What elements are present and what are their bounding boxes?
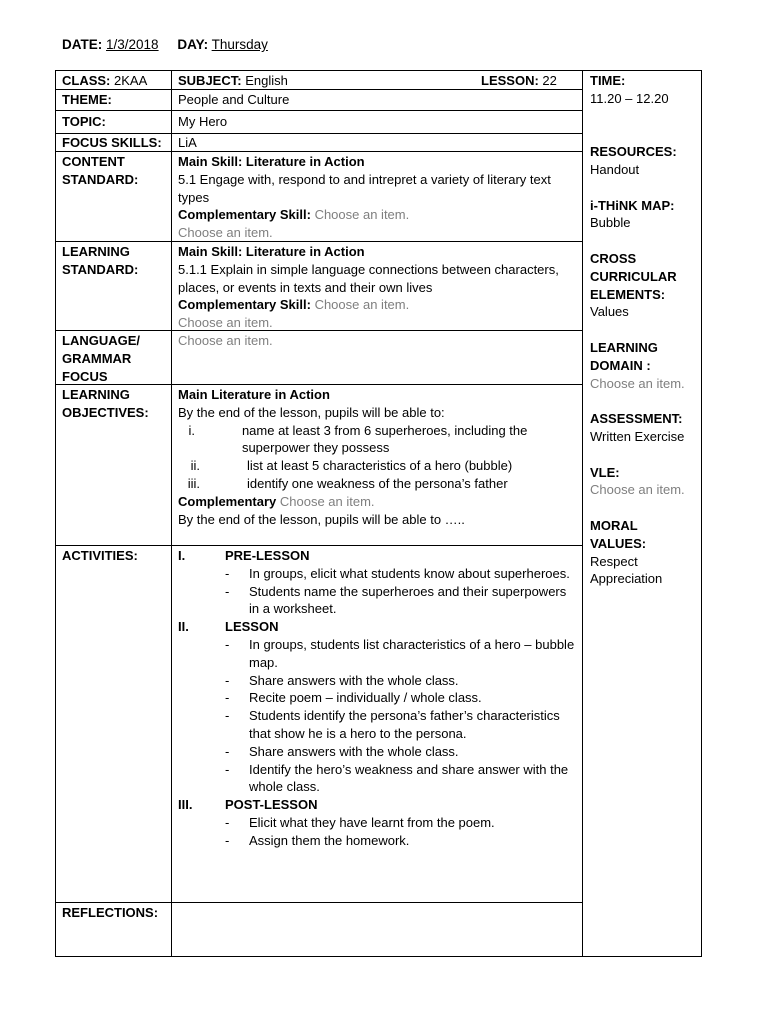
choose-item-dropdown[interactable]: Choose an item. [279,493,375,509]
content-standard-label: CONTENT STANDARD: [62,154,139,187]
time-value: 11.20 – 12.20 [590,90,669,106]
objectives-complementary: Complementary Choose an item. [178,493,375,509]
assessment-value: Written Exercise [590,428,685,444]
activity-item: - In groups, students list characteristics of a hero – bubble map. [225,636,575,670]
cross-curricular-value: Values [590,304,629,320]
theme-label: THEME: [62,92,112,107]
activity-item: - Share answers with the whole class. [225,672,459,688]
language-focus-label: LANGUAGE/ GRAMMAR FOCUS [62,333,140,384]
topic-value: My Hero [178,114,228,129]
focus-skills-value: LiA [178,135,197,150]
activities-label: ACTIVITIES: [62,548,138,563]
content-standard-text: 5.1 Engage with, respond to and intrepret a variety of literary text types [178,171,551,205]
stage-heading: III. POST-LESSON [178,797,318,813]
date-label: DATE: [62,37,103,52]
resources-label: RESOURCES: [590,144,677,160]
learning-standard-text: 5.1.1 Explain in simple language connections between characters, places, or events in texts and their own lives [178,261,559,295]
class-value: 2KAA [114,73,148,88]
side-column: TIME: 11.20 – 12.20 RESOURCES: Handout i-THiNK MAP: Bubble CROSS CURRICULAR ELEMENTS: Values LEARNING DOMAIN : Choose an item. ASSESSMENT: Written Exercise VLE: Choose an item. MORAL VALUES: Respect Appreciation [590,72,698,588]
ithink-map-value: Bubble [590,215,631,231]
learning-standard-body [178,243,576,332]
class-cell [62,72,147,90]
date-value: 1/3/2018 [106,37,159,52]
assessment-label: ASSESSMENT: [590,411,683,427]
objective-item: ii. list at least 5 characteristics of a hero (bubble) [190,458,513,474]
theme-value: People and Culture [178,92,290,107]
class-label: CLASS: [62,73,111,88]
reflections-field[interactable] [172,903,582,956]
learning-objectives-body [178,386,578,528]
learning-standard-label: LEARNING STANDARD: [62,244,139,277]
objectives-main: Main Literature in Action [178,387,330,402]
moral-value-item: Respect [590,553,638,569]
day-label: DAY: [177,37,209,52]
choose-item-dropdown[interactable]: Choose an item. [314,207,410,223]
learning-domain-label: LEARNING [590,339,658,355]
focus-skills-label: FOCUS SKILLS: [62,135,162,150]
day-value: Thursday [211,37,268,52]
vle-label: VLE: [590,464,620,480]
lesson-label: LESSON: [481,73,539,88]
content-standard-complementary: Complementary Skill: Choose an item. [178,207,410,223]
choose-item-dropdown[interactable]: Choose an item. [314,297,410,313]
activity-item: - Assign them the homework. [225,832,410,848]
moral-values-label: MORAL [590,517,638,533]
content-standard-main: Main Skill: Literature in Action [178,154,365,169]
subject-value: English [245,73,288,88]
stage-heading: II. LESSON [178,619,279,635]
reflections-label: REFLECTIONS: [62,905,159,920]
lesson-value: 22 [542,73,557,88]
lesson-cell [481,72,557,90]
choose-item-dropdown[interactable]: Choose an item. [178,225,273,241]
choose-item-dropdown[interactable]: Choose an item. [590,375,685,391]
activity-item: - Identify the hero’s weakness and share answer with the whole class. [225,761,569,795]
choose-item-dropdown[interactable]: Choose an item. [178,315,273,331]
learning-standard-main: Main Skill: Literature in Action [178,244,365,259]
activity-item: - Elicit what they have learnt from the poem. [225,814,495,830]
resources-value: Handout [590,161,640,177]
activity-item: - In groups, elicit what students know about superheroes. [225,565,570,581]
objective-item: iii. identify one weakness of the persona’s father [187,475,508,491]
ithink-map-label: i-THiNK MAP: [590,197,675,213]
activity-item: - Students identify the persona’s father’s characteristics that show he is a hero to the persona. [225,708,560,741]
objective-item: i. name at least 3 from 6 superheroes, including the superpower they possess [188,422,528,456]
activity-item: - Recite poem – individually / whole class. [225,690,482,706]
objectives-outro: By the end of the lesson, pupils will be able to ….. [178,511,465,527]
content-standard-body [178,153,576,242]
cross-curricular-label: CROSS [590,250,637,266]
subject-label: SUBJECT: [178,73,242,88]
choose-item-dropdown[interactable]: Choose an item. [590,482,685,498]
page-header [62,36,268,54]
activity-item: - Students name the superheroes and their superpowers in a worksheet. [225,583,567,617]
moral-value-item: Appreciation [590,571,663,587]
learning-standard-complementary: Complementary Skill: Choose an item. [178,297,410,313]
subject-cell [178,72,288,90]
choose-item-dropdown[interactable]: Choose an item. [178,333,273,348]
objectives-intro: By the end of the lesson, pupils will be able to: [178,404,445,420]
activity-item: - Share answers with the whole class. [225,743,459,759]
learning-objectives-label: LEARNING OBJECTIVES: [62,387,149,420]
activities-body [178,547,578,850]
stage-heading: I. PRE-LESSON [178,548,310,563]
topic-label: TOPIC: [62,114,106,129]
time-label: TIME: [590,73,626,88]
